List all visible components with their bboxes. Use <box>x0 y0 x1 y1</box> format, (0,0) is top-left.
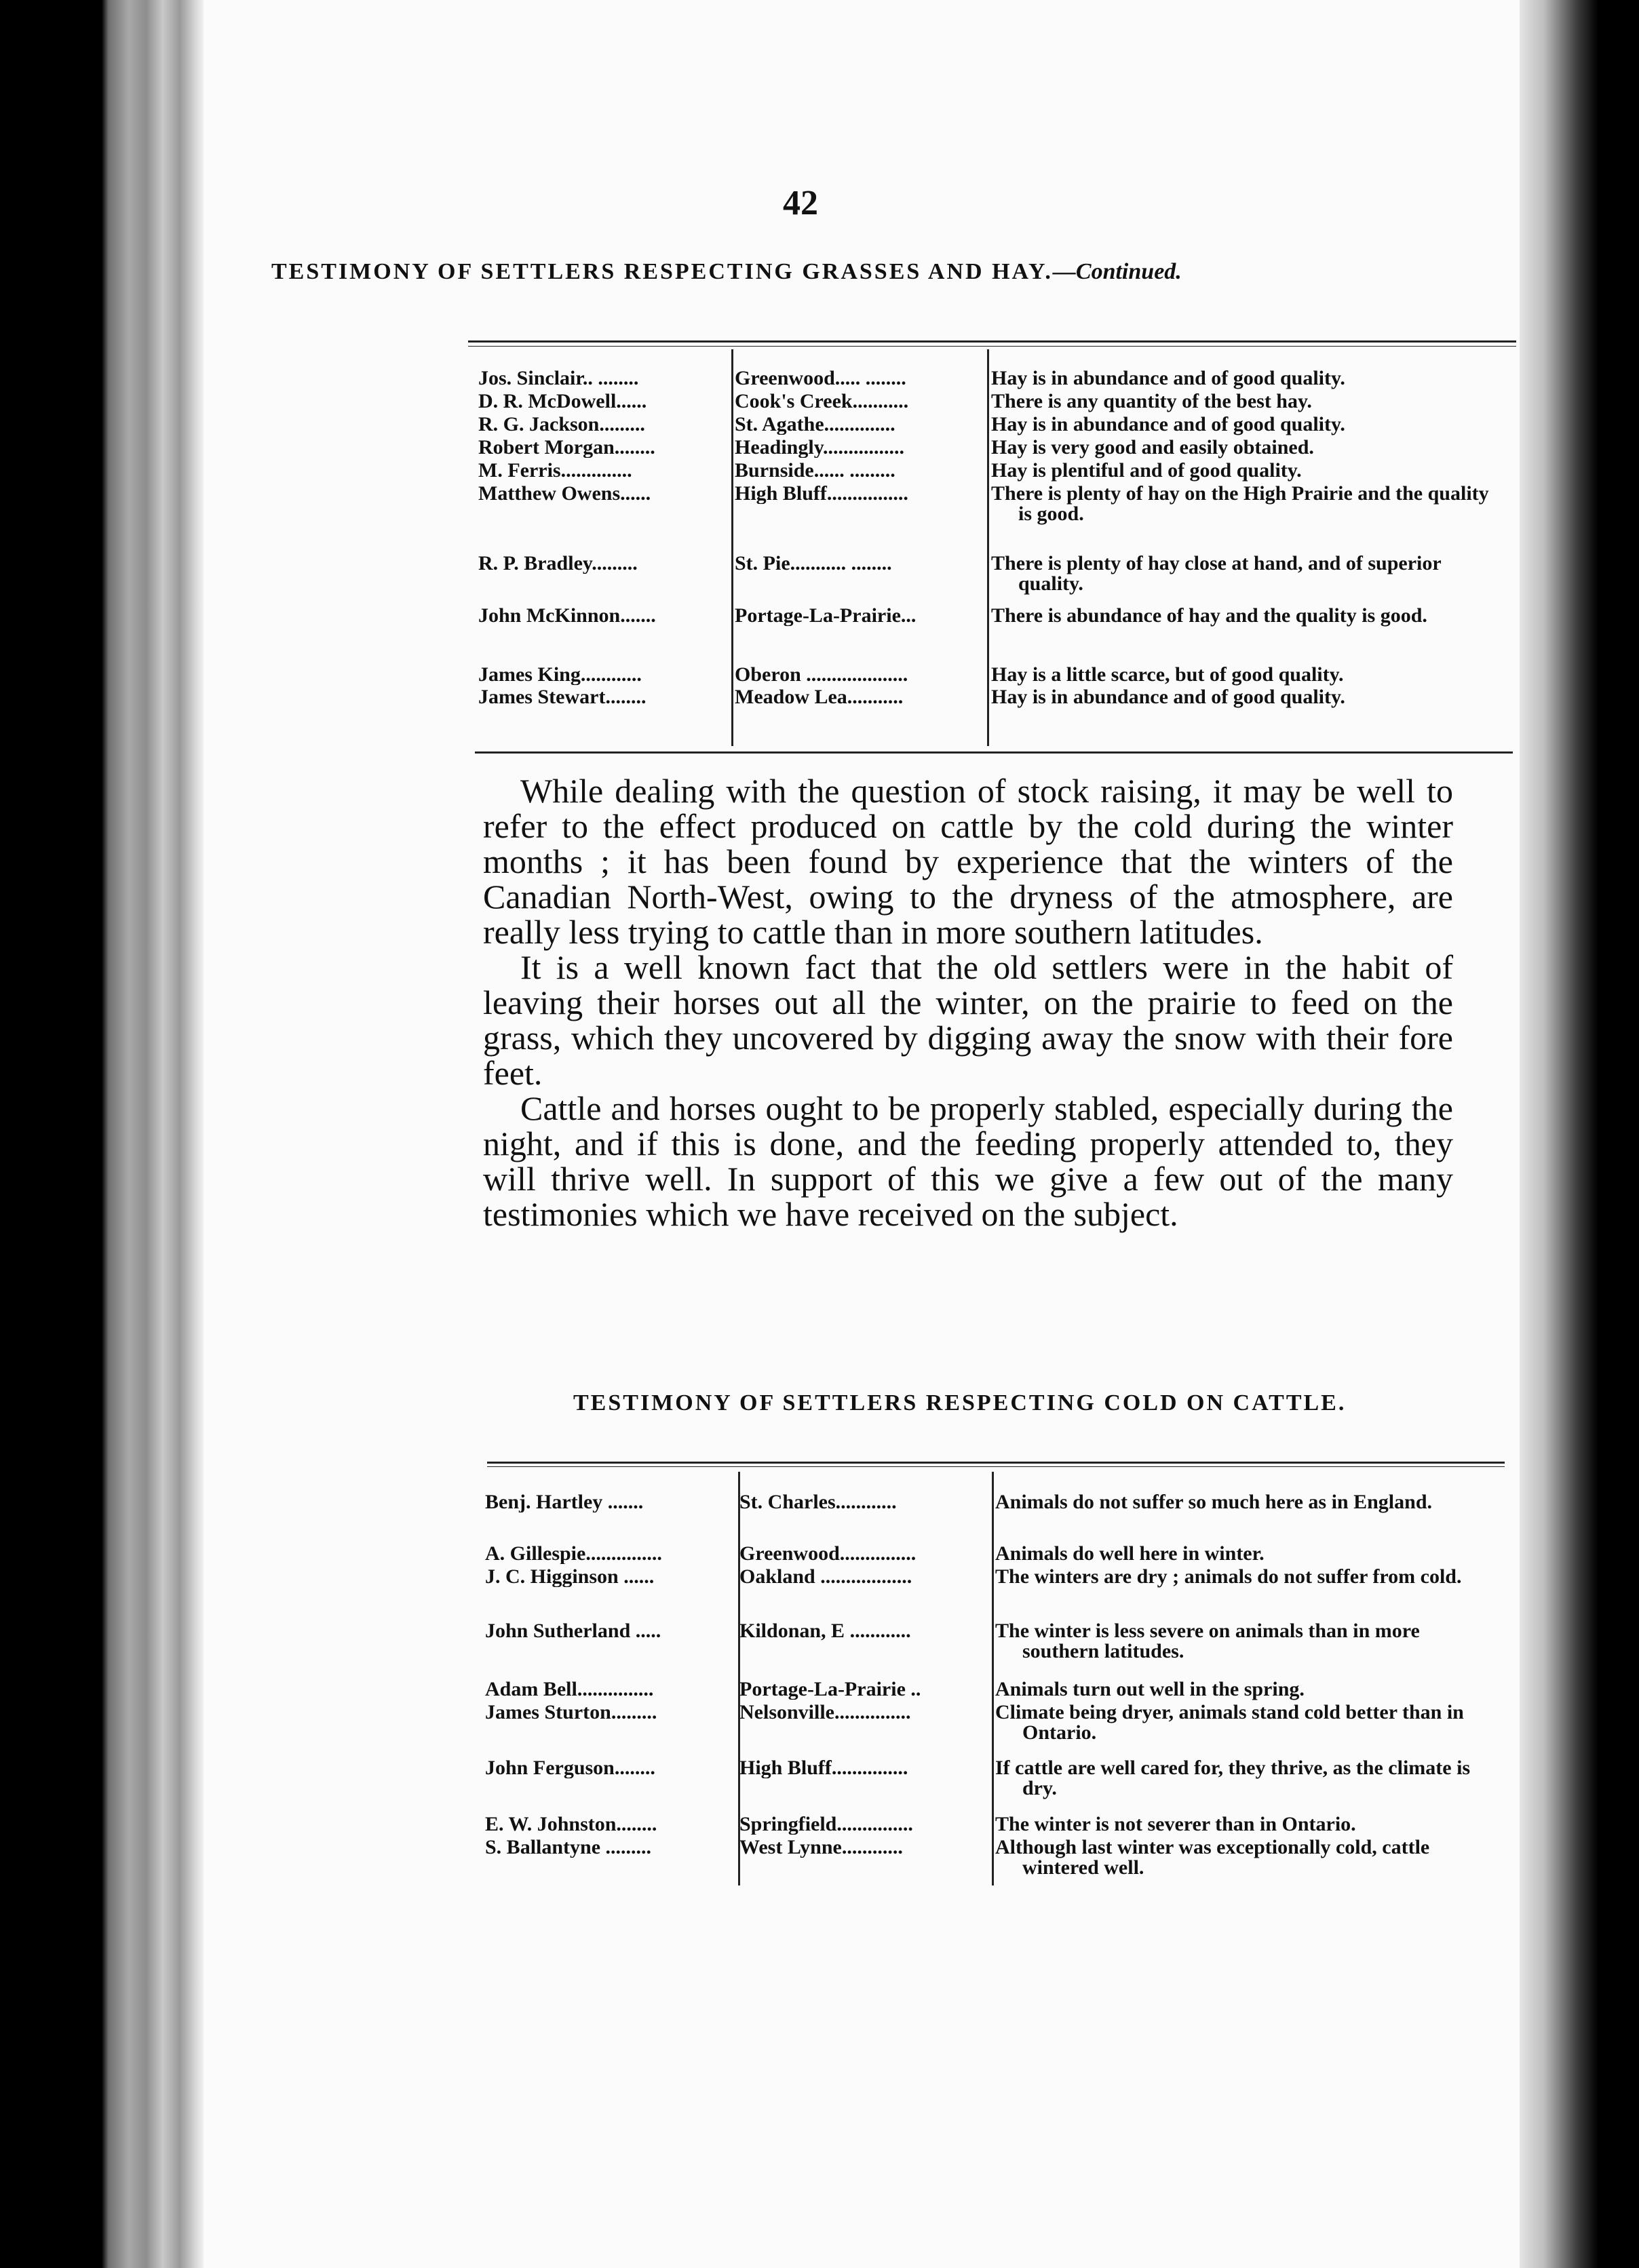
settler-place: Cook's Creek........... <box>735 391 909 412</box>
table2-col-divider-2 <box>992 1472 994 1885</box>
settler-place: High Bluff................ <box>735 484 908 504</box>
settler-name: Benj. Hartley ....... <box>485 1492 644 1512</box>
table1-col-divider-1 <box>731 349 733 746</box>
settler-testimony: Animals do well here in winter. <box>995 1542 1265 1565</box>
settler-testimony: Climate being dryer, animals stand cold better than in Ontario. <box>995 1701 1464 1744</box>
table1-col-divider-2 <box>987 349 989 746</box>
settler-name: Robert Morgan........ <box>478 437 655 458</box>
settler-testimony: Hay is in abundance and of good quality. <box>991 413 1345 435</box>
settler-testimony: The winters are dry ; animals do not suffer from cold. <box>995 1565 1462 1588</box>
settler-place: West Lynne............ <box>739 1837 903 1858</box>
settler-place: St. Pie........... ........ <box>735 553 892 574</box>
settler-name: M. Ferris.............. <box>478 461 632 481</box>
settler-name: J. C. Higginson ...... <box>485 1567 655 1587</box>
settler-place: Nelsonville............... <box>739 1702 911 1723</box>
settler-testimony: There is any quantity of the best hay. <box>991 390 1312 412</box>
settler-place: Oakland .................. <box>739 1567 912 1587</box>
settler-name: S. Ballantyne ......... <box>485 1837 652 1858</box>
settler-place: Greenwood............... <box>739 1544 917 1564</box>
settler-name: R. P. Bradley......... <box>478 553 638 574</box>
settler-name: James Sturton......... <box>485 1702 657 1723</box>
settler-name: A. Gillespie............... <box>485 1544 662 1564</box>
settler-name: R. G. Jackson......... <box>478 414 645 435</box>
settler-name: D. R. McDowell...... <box>478 391 647 412</box>
settler-place: Greenwood..... ........ <box>735 368 906 389</box>
settler-name: James Stewart........ <box>478 687 647 707</box>
table1-top-rule <box>468 340 1516 343</box>
settler-place: Oberon .................... <box>735 665 908 685</box>
settler-place: St. Charles............ <box>739 1492 897 1512</box>
table2-title: TESTIMONY OF SETTLERS RESPECTING COLD ON CATTLE. <box>573 1390 1347 1415</box>
settler-place: Kildonan, E ............ <box>739 1621 911 1641</box>
settler-testimony: Hay is in abundance and of good quality. <box>991 367 1345 389</box>
settler-testimony: There is plenty of hay on the High Prairie and the quality is good. <box>991 482 1489 525</box>
settler-place: St. Agathe.............. <box>735 414 895 435</box>
settler-testimony: The winter is less severe on animals than in more southern latitudes. <box>995 1620 1420 1662</box>
table1-title <box>271 259 1492 285</box>
paragraph: While dealing with the question of stock raising, it may be well to refer to the effect produced on cattle by the cold during the winter months ; it has been found by experience that the winters of the Canadian North-West, owing to the dryness of the atmosphere, are really less trying to cattle than in more southern latitudes. <box>483 772 1453 951</box>
settler-place: Burnside...... ......... <box>735 461 895 481</box>
settler-testimony: Hay is very good and easily obtained. <box>991 436 1314 458</box>
settler-testimony: Hay is plentiful and of good quality. <box>991 459 1302 482</box>
settler-testimony: Although last winter was exceptionally cold, cattle wintered well. <box>995 1836 1430 1879</box>
settler-name: John Ferguson........ <box>485 1758 655 1778</box>
settler-testimony: If cattle are well cared for, they thrive, as the climate is dry. <box>995 1757 1471 1799</box>
settler-name: James King............ <box>478 665 642 685</box>
settler-name: E. W. Johnston........ <box>485 1814 657 1835</box>
settler-place: Portage-La-Prairie .. <box>739 1679 921 1700</box>
settler-testimony: There is abundance of hay and the quality is good. <box>991 604 1427 627</box>
settler-place: Meadow Lea........... <box>735 687 904 707</box>
settler-place: Springfield............... <box>739 1814 913 1835</box>
settler-place: Portage-La-Prairie... <box>735 606 917 626</box>
page-number: 42 <box>783 184 818 222</box>
settler-testimony: Hay is in abundance and of good quality. <box>991 686 1345 708</box>
paragraph: Cattle and horses ought to be properly stabled, especially during the night, and if this is done, and the feeding properly attended to, they will thrive well. In support of this we give a few out of the many testimonies which we have received on the subject. <box>483 1089 1453 1233</box>
settler-name: John Sutherland ..... <box>485 1621 661 1641</box>
paragraph: It is a well known fact that the old settlers were in the habit of leaving their horses out all the winter, on the prairie to feed on the grass, which they uncovered by digging away the snow with their fore feet. <box>483 948 1453 1092</box>
settler-testimony: Animals do not suffer so much here as in England. <box>995 1491 1433 1513</box>
settler-place: Headingly................ <box>735 437 905 458</box>
settler-name: Jos. Sinclair.. ........ <box>478 368 639 389</box>
table1-title-suffix: —Continued. <box>1052 259 1182 284</box>
settler-name: Matthew Owens...... <box>478 484 651 504</box>
table1-title-text: TESTIMONY OF SETTLERS RESPECTING GRASSES AND HAY. <box>271 259 1053 284</box>
settler-testimony: The winter is not severer than in Ontario. <box>995 1813 1356 1835</box>
scan-left-edge <box>0 0 204 2268</box>
table2-top-rule <box>487 1462 1505 1464</box>
scan-right-edge <box>1517 0 1639 2268</box>
settler-name: Adam Bell............... <box>485 1679 654 1700</box>
settler-name: John McKinnon....... <box>478 606 656 626</box>
table2-top-rule-thin <box>487 1466 1505 1467</box>
table1-top-rule-thin <box>468 346 1516 347</box>
settler-testimony: There is plenty of hay close at hand, and of superior quality. <box>991 552 1442 595</box>
settler-testimony: Hay is a little scarce, but of good quality. <box>991 663 1344 686</box>
settler-place: High Bluff............... <box>739 1758 908 1778</box>
table1-bottom-rule <box>475 751 1513 754</box>
body-text <box>483 773 1453 1232</box>
settler-testimony: Animals turn out well in the spring. <box>995 1678 1305 1700</box>
